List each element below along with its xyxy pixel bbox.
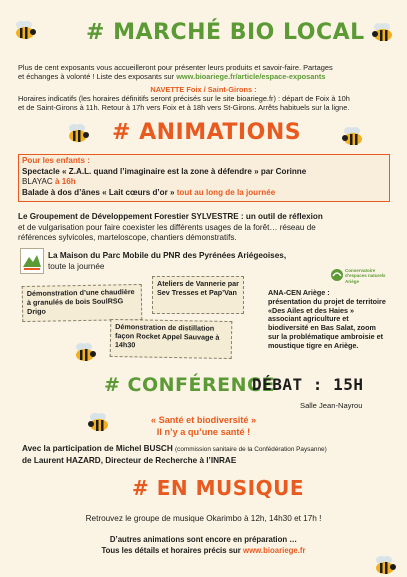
pnr-line2: toute la journée bbox=[48, 261, 105, 271]
balade-time: tout au long de la journée bbox=[176, 187, 276, 197]
navette-heading: NAVETTE Foix / Saint-Girons : bbox=[150, 85, 257, 94]
conference-theme-line1: « Santé et biodiversité » bbox=[150, 415, 257, 425]
spectacle-text: Spectacle « Z.A.L. quand l’imaginaire est la zone à défendre » par Corinne bbox=[22, 166, 307, 176]
marche-intro-line1: Plus de cent exposants vous accueilleront pour présenter leurs produits et savoir-faire. Partages bbox=[18, 63, 333, 72]
distillation-box: Démonstration de distillation façon Rocket Appel Sauvage à 14h30 bbox=[110, 319, 233, 359]
conference-participants bbox=[22, 444, 398, 466]
marche-intro-line2: et échanges à volonté ! Liste des exposants sur bbox=[18, 72, 175, 81]
bee-icon bbox=[65, 123, 91, 143]
blayac-time: à 16h bbox=[55, 177, 76, 186]
participation-line2: de Laurent HAZARD, Directeur de Recherche à l’INRAE bbox=[22, 455, 237, 465]
sylvestre-text bbox=[18, 212, 396, 244]
cen-logo-icon bbox=[330, 266, 392, 288]
marche-title: # MARCHÉ BIO LOCAL bbox=[86, 20, 365, 45]
musique-line: Retrouvez le groupe de musique Okarimbo à 12h, 14h30 et 17h ! bbox=[85, 514, 322, 523]
bee-icon bbox=[72, 342, 98, 362]
conference-title-hash: # CONFÉRENCE bbox=[104, 374, 275, 396]
chaudiere-box: Démonstration d’une chaudière à granulés de bois SoulRSG Drigo bbox=[22, 284, 143, 322]
participation-prefix: Avec la participation de Michel BUSCH bbox=[22, 444, 173, 453]
bee-icon bbox=[340, 126, 366, 146]
conference-theme-line2: Il n’y a qu’une santé ! bbox=[156, 427, 251, 437]
footer-line1: D’autres animations sont encore en préparation … bbox=[109, 535, 298, 544]
enfants-heading: Pour les enfants : bbox=[22, 156, 90, 165]
sylvestre-line2: et de vulgarisation pour faire coexister les différents usages de la forêt… réseau de bbox=[18, 222, 316, 232]
conference-title-rest: DÉBAT : 15H bbox=[252, 375, 364, 394]
navette-text bbox=[18, 94, 396, 112]
enfants-content bbox=[22, 156, 387, 198]
marche-intro bbox=[18, 63, 393, 81]
ana-cen-heading: ANA-CEN Ariège : bbox=[268, 288, 330, 297]
pnr-text bbox=[48, 251, 348, 272]
balade-text: Balade à dos d’ânes « Lait cœurs d’or » bbox=[22, 187, 175, 197]
sylvestre-line3: références sylvicoles, marteloscope, chantiers démonstratifs. bbox=[18, 233, 237, 242]
bee-icon bbox=[372, 555, 398, 575]
ana-cen-text bbox=[268, 289, 386, 351]
animations-title: # ANIMATIONS bbox=[112, 120, 302, 145]
exposants-link[interactable]: www.bioariege.fr/article/espace-exposants bbox=[176, 72, 326, 81]
navette-line1: Horaires indicatifs (les horaires définitifs seront précisés sur le site bioariege.fr) : départ de Foix à 10h bbox=[18, 94, 350, 103]
bee-icon bbox=[370, 22, 396, 42]
blayac-text: BLAYAC bbox=[22, 177, 53, 186]
ana-cen-body: présentation du projet de territoire «Des Ailes et des Haies » associant agriculture et biodiversité en Bas Salat, zoom sur la problématique ambroisie et moustique tigre en Ariège. bbox=[268, 296, 386, 350]
pnr-logo-icon bbox=[20, 248, 44, 274]
musique-footer bbox=[0, 534, 407, 556]
participation-note: (commission sanitaire de la Confédération Paysanne) bbox=[175, 446, 327, 453]
footer-line2: Tous les détails et horaires précis sur bbox=[101, 546, 241, 555]
bioariege-link[interactable]: www.bioariege.fr bbox=[243, 546, 306, 555]
conference-venue: Salle Jean-Nayrou bbox=[300, 401, 363, 410]
musique-title: # EN MUSIQUE bbox=[132, 476, 304, 500]
pnr-line1: La Maison du Parc Mobile du PNR des Pyrénées Ariégeoises, bbox=[48, 251, 287, 260]
vannerie-box: Ateliers de Vannerie par Sev Tresses et Pap’Van bbox=[152, 276, 244, 314]
bee-icon bbox=[12, 20, 38, 40]
conference-theme bbox=[0, 414, 407, 438]
navette-line2: et de Saint-Girons à 11h. Retour à 17h vers Foix et à 18h vers St-Girons. Arrêts habituels sur la ligne. bbox=[18, 103, 350, 112]
sylvestre-line1: Le Groupement de Développement Forestier SYLVESTRE : un outil de réflexion bbox=[18, 212, 323, 221]
cen-logo-text: Conservatoire d’espaces naturels Ariège bbox=[345, 268, 386, 284]
